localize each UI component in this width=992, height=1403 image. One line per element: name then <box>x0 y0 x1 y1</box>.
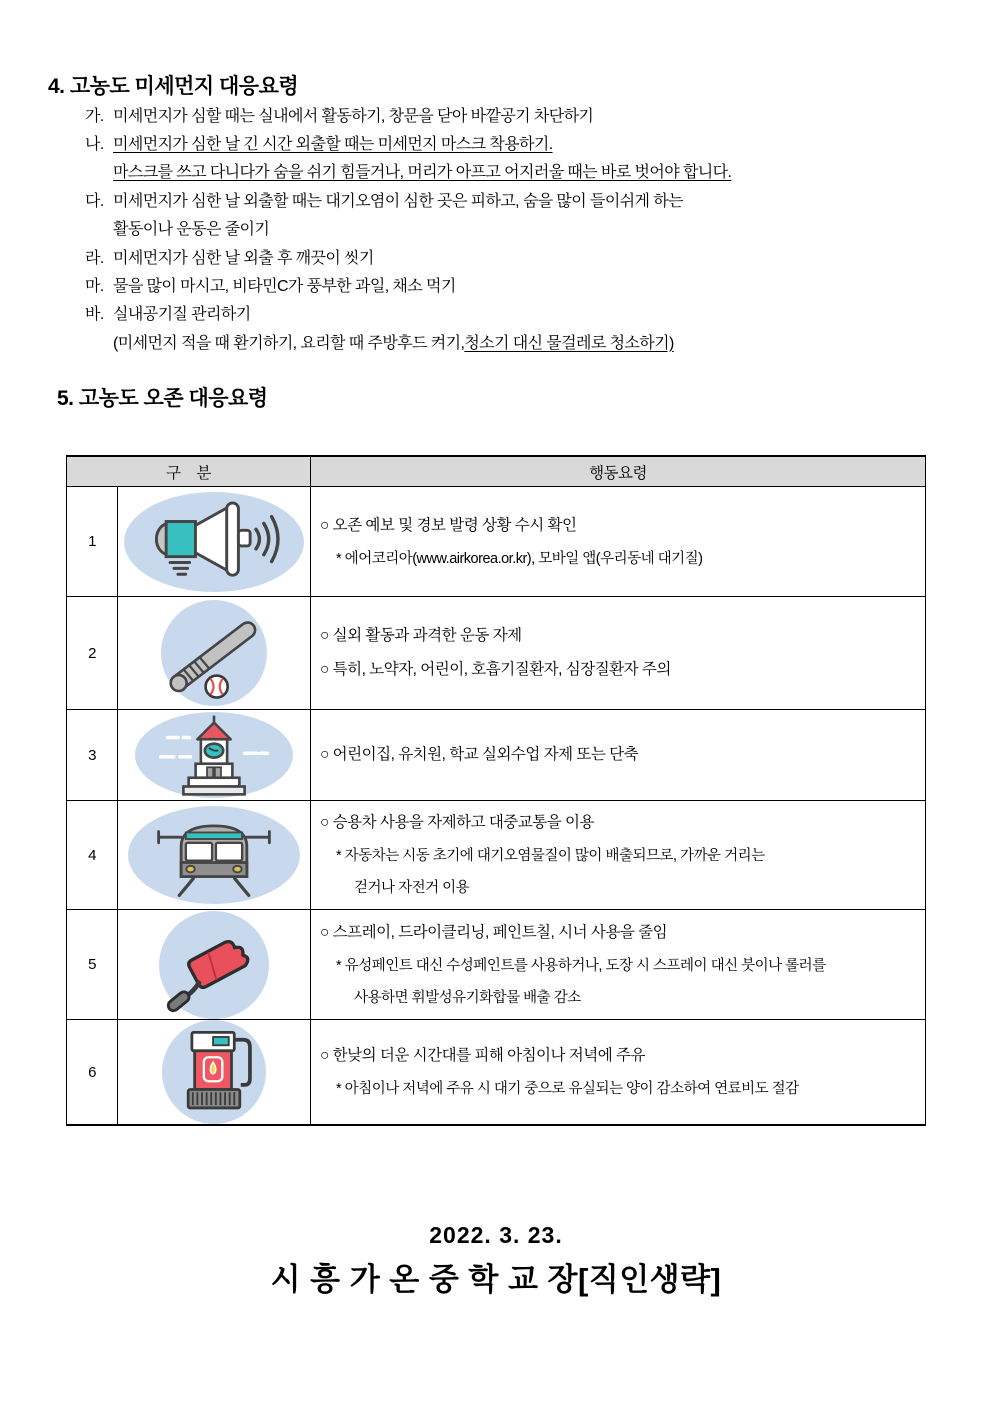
item-label: 다. <box>85 192 104 210</box>
header-category: 구 분 <box>67 456 311 487</box>
action-line: ○ 승용차 사용을 자제하고 대중교통을 이용 <box>320 814 594 831</box>
table-header-row <box>67 456 926 487</box>
train-icon <box>139 809 289 901</box>
icon-circle <box>162 1020 266 1124</box>
icon-circle <box>124 492 304 592</box>
row-icon-cell <box>118 801 311 910</box>
item-label: 가. <box>85 107 104 125</box>
item-text-underlined: 청소기 대신 물걸레로 청소하기) <box>464 334 674 352</box>
row-number: 2 <box>67 597 118 710</box>
row-actions <box>311 1020 926 1126</box>
icon-circle <box>159 911 269 1019</box>
list-item-ba <box>85 299 965 327</box>
header-action: 행동요령 <box>311 456 926 487</box>
item-text-underlined: 미세먼지가 심한 날 긴 시간 외출할 때는 미세먼지 마스크 착용하기. <box>113 136 553 154</box>
baseball-bat-icon <box>161 603 267 703</box>
item-label: 바. <box>85 306 104 324</box>
action-subline: 사용하면 휘발성유기화합물 배출 감소 <box>354 989 581 1006</box>
action-line: ○ 어린이집, 유치원, 학교 실외수업 자제 또는 단축 <box>320 746 639 763</box>
table-row <box>67 910 926 1020</box>
megaphone-icon <box>141 500 287 584</box>
issue-date: 2022. 3. 23. <box>429 1222 563 1248</box>
item-text: 미세먼지가 심할 때는 실내에서 활동하기, 창문을 닫아 바깥공기 차단하기 <box>113 107 594 125</box>
action-line: ○ 오존 예보 및 경보 발령 상황 수시 확인 <box>320 516 577 534</box>
row-icon-cell <box>118 710 311 801</box>
list-item-da <box>85 185 965 213</box>
list-item-ma <box>85 270 965 298</box>
item-text: 미세먼지가 심한 날 외출할 때는 대기오염이 심한 곳은 피하고, 숨을 많이 들이쉬게 하는 <box>113 192 683 210</box>
row-actions <box>311 801 926 910</box>
item-text: 실내공기질 관리하기 <box>113 306 251 324</box>
icon-circle <box>128 806 300 904</box>
school-building-icon <box>139 713 289 797</box>
section5-title: 5. 고농도 오존 대응요령 <box>57 387 268 410</box>
action-subline: 걷거나 자전거 이용 <box>354 880 470 896</box>
item-text-underlined: 마스크를 쓰고 다니다가 숨을 쉬기 힘들거나, 머리가 아프고 어지러울 때는 바로 벗어야 합니다. <box>113 164 732 182</box>
table-row <box>67 801 926 910</box>
list-item-ra <box>85 242 965 270</box>
section4-body <box>85 100 965 356</box>
principal-signature: 시 흥 가 온 중 학 교 장[직인생략] <box>270 1262 722 1297</box>
action-subline: * 아침이나 저녁에 주유 시 대기 중으로 유실되는 양이 감소하여 연료비도 절감 <box>336 1081 799 1097</box>
action-line: ○ 한낮의 더운 시간대를 피해 아침이나 저녁에 주유 <box>320 1047 645 1064</box>
list-item-na-line2 <box>85 157 965 185</box>
row-number: 5 <box>67 910 118 1020</box>
row-actions <box>311 910 926 1020</box>
item-label: 마. <box>85 278 104 296</box>
fuel-pump-icon <box>166 1025 262 1119</box>
row-number: 4 <box>67 801 118 910</box>
icon-circle <box>161 600 267 706</box>
row-icon-cell <box>118 1020 311 1126</box>
icon-circle <box>135 712 293 798</box>
list-item-da-line2 <box>85 214 965 242</box>
paint-roller-icon <box>162 916 266 1014</box>
ozone-response-table <box>66 455 926 1126</box>
list-item-na <box>85 128 965 156</box>
row-icon-cell <box>118 597 311 710</box>
table-row <box>67 1020 926 1126</box>
row-number: 1 <box>67 487 118 597</box>
section4-title: 4. 고농도 미세먼지 대응요령 <box>48 75 299 98</box>
row-actions <box>311 710 926 801</box>
item-text: 물을 많이 마시고, 비타민C가 풍부한 과일, 채소 먹기 <box>113 278 456 296</box>
action-line: ○ 실외 활동과 과격한 운동 자제 <box>320 627 522 644</box>
table-row <box>67 597 926 710</box>
row-actions <box>311 597 926 710</box>
list-item-ba-note <box>85 327 965 355</box>
row-number: 3 <box>67 710 118 801</box>
action-subline: * 유성페인트 대신 수성페인트를 사용하거나, 도장 시 스프레이 대신 붓이나 롤러를 <box>336 957 826 974</box>
action-line: ○ 특히, 노약자, 어린이, 호흡기질환자, 심장질환자 주의 <box>320 661 671 678</box>
item-text: 미세먼지가 심한 날 외출 후 깨끗이 씻기 <box>113 249 374 267</box>
action-line: ○ 스프레이, 드라이클리닝, 페인트칠, 시너 사용을 줄임 <box>320 923 668 941</box>
row-icon-cell <box>118 487 311 597</box>
action-subline: * 에어코리아(www.airkorea.or.kr), 모바일 앱(우리동네 대기질) <box>336 550 703 567</box>
list-item-ga <box>85 100 965 128</box>
row-icon-cell <box>118 910 311 1020</box>
action-subline: * 자동차는 시동 초기에 대기오염물질이 많이 배출되므로, 가까운 거리는 <box>336 848 765 864</box>
table-row <box>67 710 926 801</box>
item-label: 라. <box>85 249 104 267</box>
row-number: 6 <box>67 1020 118 1126</box>
table-row <box>67 487 926 597</box>
item-text: 활동이나 운동은 줄이기 <box>113 221 270 239</box>
item-label: 나. <box>85 136 104 154</box>
item-text: (미세먼지 적을 때 환기하기, 요리할 때 주방후드 켜기, <box>113 334 465 352</box>
row-actions <box>311 487 926 597</box>
